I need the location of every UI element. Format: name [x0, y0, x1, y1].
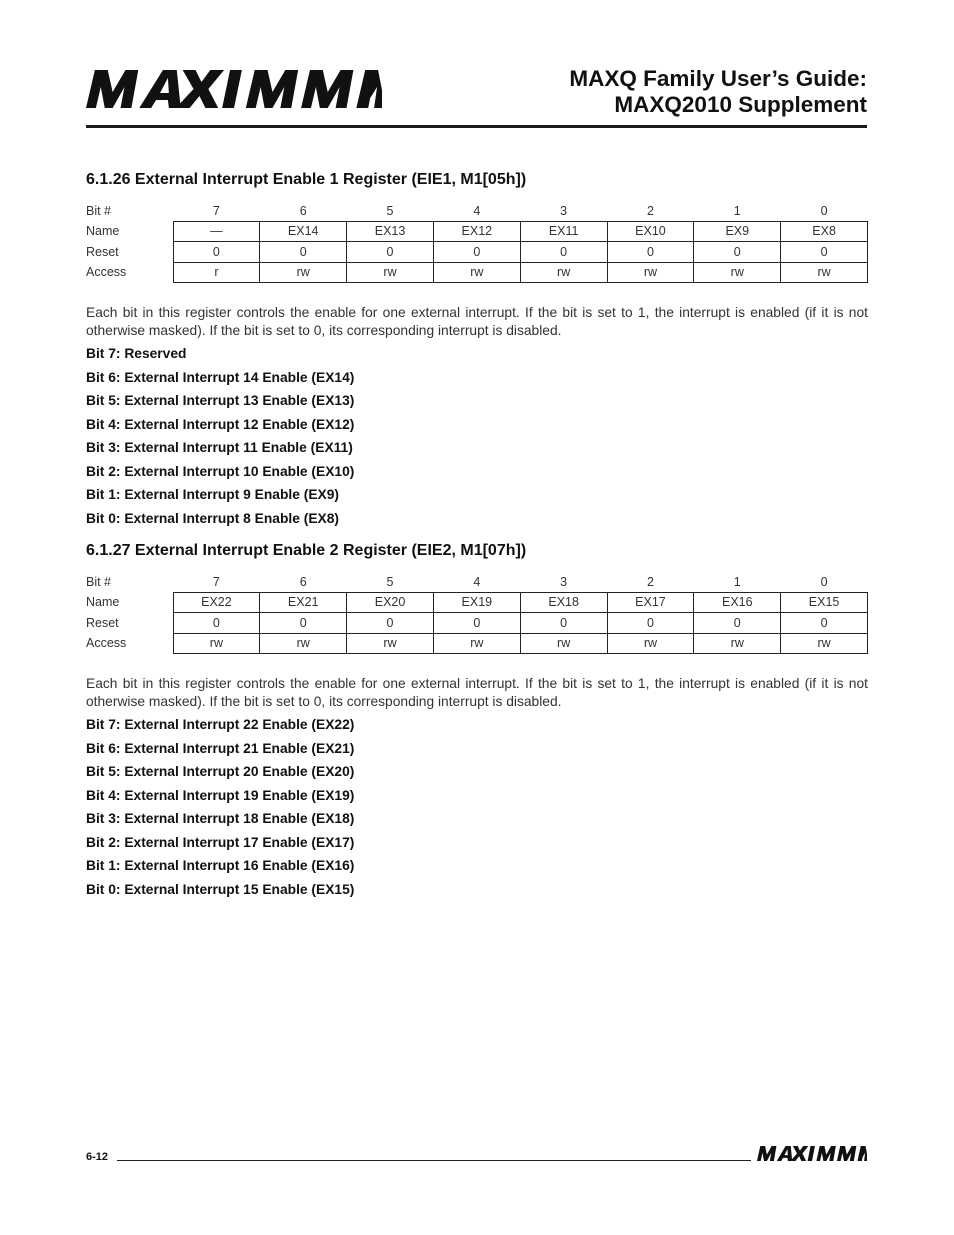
reset-row	[86, 613, 868, 634]
bit-number: 7	[212, 574, 220, 589]
bit-description: Bit 2: External Interrupt 17 Enable (EX17)	[86, 834, 355, 850]
bit-name-cell: EX17	[607, 592, 694, 613]
access-row	[86, 633, 868, 654]
document-title-line-1: MAXQ Family User’s Guide:	[569, 66, 867, 91]
row-label: Name	[86, 595, 120, 610]
row-label: Reset	[86, 615, 119, 630]
bit-description: Bit 5: External Interrupt 13 Enable (EX13)	[86, 393, 355, 408]
row-label: Access	[86, 265, 127, 280]
bit-number: 0	[820, 203, 828, 218]
reset-value-cell: 0	[607, 613, 694, 634]
register-table-eie2	[86, 572, 868, 654]
bit-name-cell: EX14	[260, 221, 347, 242]
bit-name-cell: EX9	[694, 221, 781, 242]
bit-number: 0	[820, 574, 828, 589]
reset-value-cell: 0	[347, 242, 434, 263]
name-row	[86, 592, 868, 613]
access-cell: rw	[520, 262, 607, 283]
access-cell: rw	[433, 633, 520, 654]
bit-description-list	[86, 717, 868, 898]
footer-rule	[117, 1160, 751, 1161]
document-title	[569, 66, 867, 118]
bit-name-cell: EX8	[781, 221, 868, 242]
section-heading: 6.1.26 External Interrupt Enable 1 Register (EIE1, M1[05h])	[86, 171, 527, 188]
bit-description: Bit 7: Reserved	[86, 346, 187, 361]
header-rule	[86, 125, 867, 128]
bit-number: 1	[733, 203, 741, 218]
bit-description: Bit 2: External Interrupt 10 Enable (EX10)	[86, 463, 355, 479]
bit-name-cell: EX11	[520, 221, 607, 242]
bit-number: 7	[212, 203, 220, 218]
bit-number: 2	[646, 203, 654, 218]
bit-number: 3	[560, 203, 568, 218]
access-cell: rw	[607, 633, 694, 654]
bit-description: Bit 3: External Interrupt 11 Enable (EX11)	[86, 440, 353, 455]
access-cell: r	[173, 262, 260, 283]
access-cell: rw	[173, 633, 260, 654]
bit-description: Bit 1: External Interrupt 16 Enable (EX16)	[86, 858, 355, 873]
reset-value-cell: 0	[694, 242, 781, 263]
access-cell: rw	[694, 262, 781, 283]
reset-value-cell: 0	[781, 613, 868, 634]
bit-number-row	[86, 201, 868, 221]
maxim-logo	[86, 70, 382, 108]
bit-number: 5	[386, 203, 394, 218]
bit-number: 3	[560, 574, 568, 589]
bit-number: 4	[473, 203, 481, 218]
page-number: 6-12	[86, 1151, 109, 1163]
bit-number: 6	[299, 574, 307, 589]
reset-value-cell: 0	[607, 242, 694, 263]
row-label: Bit #	[86, 575, 112, 589]
row-label: Access	[86, 636, 127, 651]
access-cell: rw	[694, 633, 781, 654]
reset-value-cell: 0	[347, 613, 434, 634]
reset-value-cell: 0	[173, 613, 260, 634]
access-row	[86, 262, 868, 283]
access-cell: rw	[260, 633, 347, 654]
reset-value-cell: 0	[694, 613, 781, 634]
bit-description: Bit 4: External Interrupt 19 Enable (EX19)	[86, 787, 355, 803]
register-table-eie1	[86, 201, 868, 283]
bit-description: Bit 6: External Interrupt 21 Enable (EX21)	[86, 740, 355, 756]
access-cell: rw	[520, 633, 607, 654]
row-label: Reset	[86, 244, 119, 259]
reset-value-cell: 0	[433, 613, 520, 634]
bit-description: Bit 0: External Interrupt 8 Enable (EX8)	[86, 510, 339, 526]
bit-name-cell: EX16	[694, 592, 781, 613]
access-cell: rw	[607, 262, 694, 283]
maxim-logo-footer	[757, 1146, 867, 1161]
reset-value-cell: 0	[260, 242, 347, 263]
bit-description-list	[86, 346, 868, 527]
bit-name-cell: EX20	[347, 592, 434, 613]
reset-value-cell: 0	[260, 613, 347, 634]
access-cell: rw	[347, 262, 434, 283]
access-cell: rw	[781, 633, 868, 654]
name-row	[86, 221, 868, 242]
bit-description: Bit 1: External Interrupt 9 Enable (EX9)	[86, 487, 339, 502]
access-cell: rw	[433, 262, 520, 283]
bit-description: Bit 0: External Interrupt 15 Enable (EX15)	[86, 881, 355, 897]
bit-number: 5	[386, 574, 394, 589]
section-eie2	[86, 542, 868, 905]
bit-number: 1	[733, 574, 741, 589]
access-cell: rw	[260, 262, 347, 283]
bit-description: Bit 3: External Interrupt 18 Enable (EX18)	[86, 811, 355, 826]
row-label: Bit #	[86, 204, 112, 218]
bit-description: Bit 4: External Interrupt 12 Enable (EX12)	[86, 416, 355, 432]
bit-description: Bit 7: External Interrupt 22 Enable (EX22)	[86, 717, 355, 732]
bit-name-cell: EX12	[433, 221, 520, 242]
reset-row	[86, 242, 868, 263]
bit-name-cell: EX18	[520, 592, 607, 613]
bit-name-cell: EX13	[347, 221, 434, 242]
bit-name-cell: EX21	[260, 592, 347, 613]
reset-value-cell: 0	[433, 242, 520, 263]
bit-number: 4	[473, 574, 481, 589]
access-cell: rw	[781, 262, 868, 283]
bit-description: Bit 5: External Interrupt 20 Enable (EX20)	[86, 764, 355, 779]
bit-name-cell: EX19	[433, 592, 520, 613]
reset-value-cell: 0	[520, 613, 607, 634]
access-cell: rw	[347, 633, 434, 654]
register-description: Each bit in this register controls the enable for one external interrupt. If the bit is set to 1, the interrupt is enabled (if it is not otherwise masked). If the bit is set to 0, its corresponding interrupt is disabled.	[86, 676, 868, 709]
bit-description: Bit 6: External Interrupt 14 Enable (EX14)	[86, 369, 355, 385]
section-eie1	[86, 171, 868, 534]
bit-name-cell: —	[173, 221, 260, 242]
bit-name-cell: EX10	[607, 221, 694, 242]
bit-number: 2	[646, 574, 654, 589]
row-label: Name	[86, 224, 120, 239]
bit-name-cell: EX15	[781, 592, 868, 613]
reset-value-cell: 0	[520, 242, 607, 263]
bit-number: 6	[299, 203, 307, 218]
bit-name-cell: EX22	[173, 592, 260, 613]
reset-value-cell: 0	[173, 242, 260, 263]
document-title-line-2: MAXQ2010 Supplement	[614, 92, 867, 117]
bit-number-row	[86, 572, 868, 592]
section-heading: 6.1.27 External Interrupt Enable 2 Register (EIE2, M1[07h])	[86, 542, 527, 559]
reset-value-cell: 0	[781, 242, 868, 263]
register-description: Each bit in this register controls the enable for one external interrupt. If the bit is set to 1, the interrupt is enabled (if it is not otherwise masked). If the bit is set to 0, its corresponding interrupt is disabled.	[86, 305, 868, 338]
